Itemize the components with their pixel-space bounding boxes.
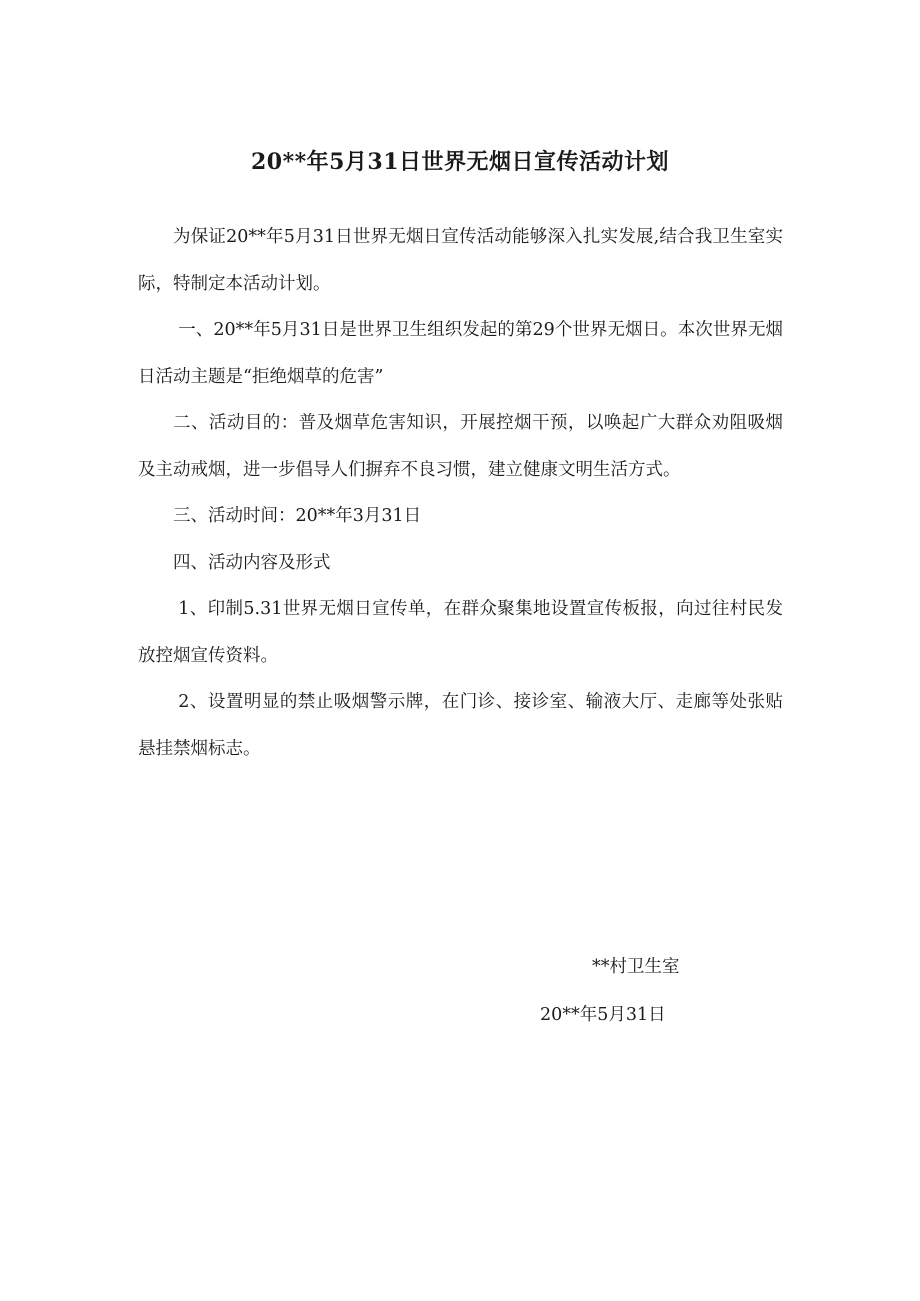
paragraph-intro: 为保证20**年5月31日世界无烟日宣传活动能够深入扎实发展,结合我卫生室实际，特制定本活动计划。 bbox=[138, 227, 783, 294]
paragraph-section-3: 三、活动时间：20**年3月31日 bbox=[173, 506, 422, 526]
document-title: 20**年5月31日世界无烟日宣传活动计划 bbox=[250, 149, 670, 175]
signature-organization: **村卫生室 bbox=[592, 957, 680, 977]
paragraph-section-2: 二、活动目的：普及烟草危害知识，开展控烟干预，以唤起广大群众劝阻吸烟及主动戒烟，进一步倡导人们摒弃不良习惯，建立健康文明生活方式。 bbox=[138, 413, 783, 480]
paragraph-item-2: 2、设置明显的禁止吸烟警示牌，在门诊、接诊室、输液大厅、走廊等处张贴悬挂禁烟标志。 bbox=[138, 692, 783, 759]
paragraph-item-1: 1、印制5.31世界无烟日宣传单，在群众聚集地设置宣传板报，向过往村民发放控烟宣传资料。 bbox=[138, 599, 783, 666]
paragraph-section-4: 四、活动内容及形式 bbox=[173, 552, 331, 573]
paragraph-section-1: 一、20**年5月31日是世界卫生组织发起的第29个世界无烟日。本次世界无烟日活动主题是“拒绝烟草的危害” bbox=[138, 320, 783, 387]
document-body bbox=[138, 214, 783, 772]
signature-date: 20**年5月31日 bbox=[540, 1005, 666, 1025]
